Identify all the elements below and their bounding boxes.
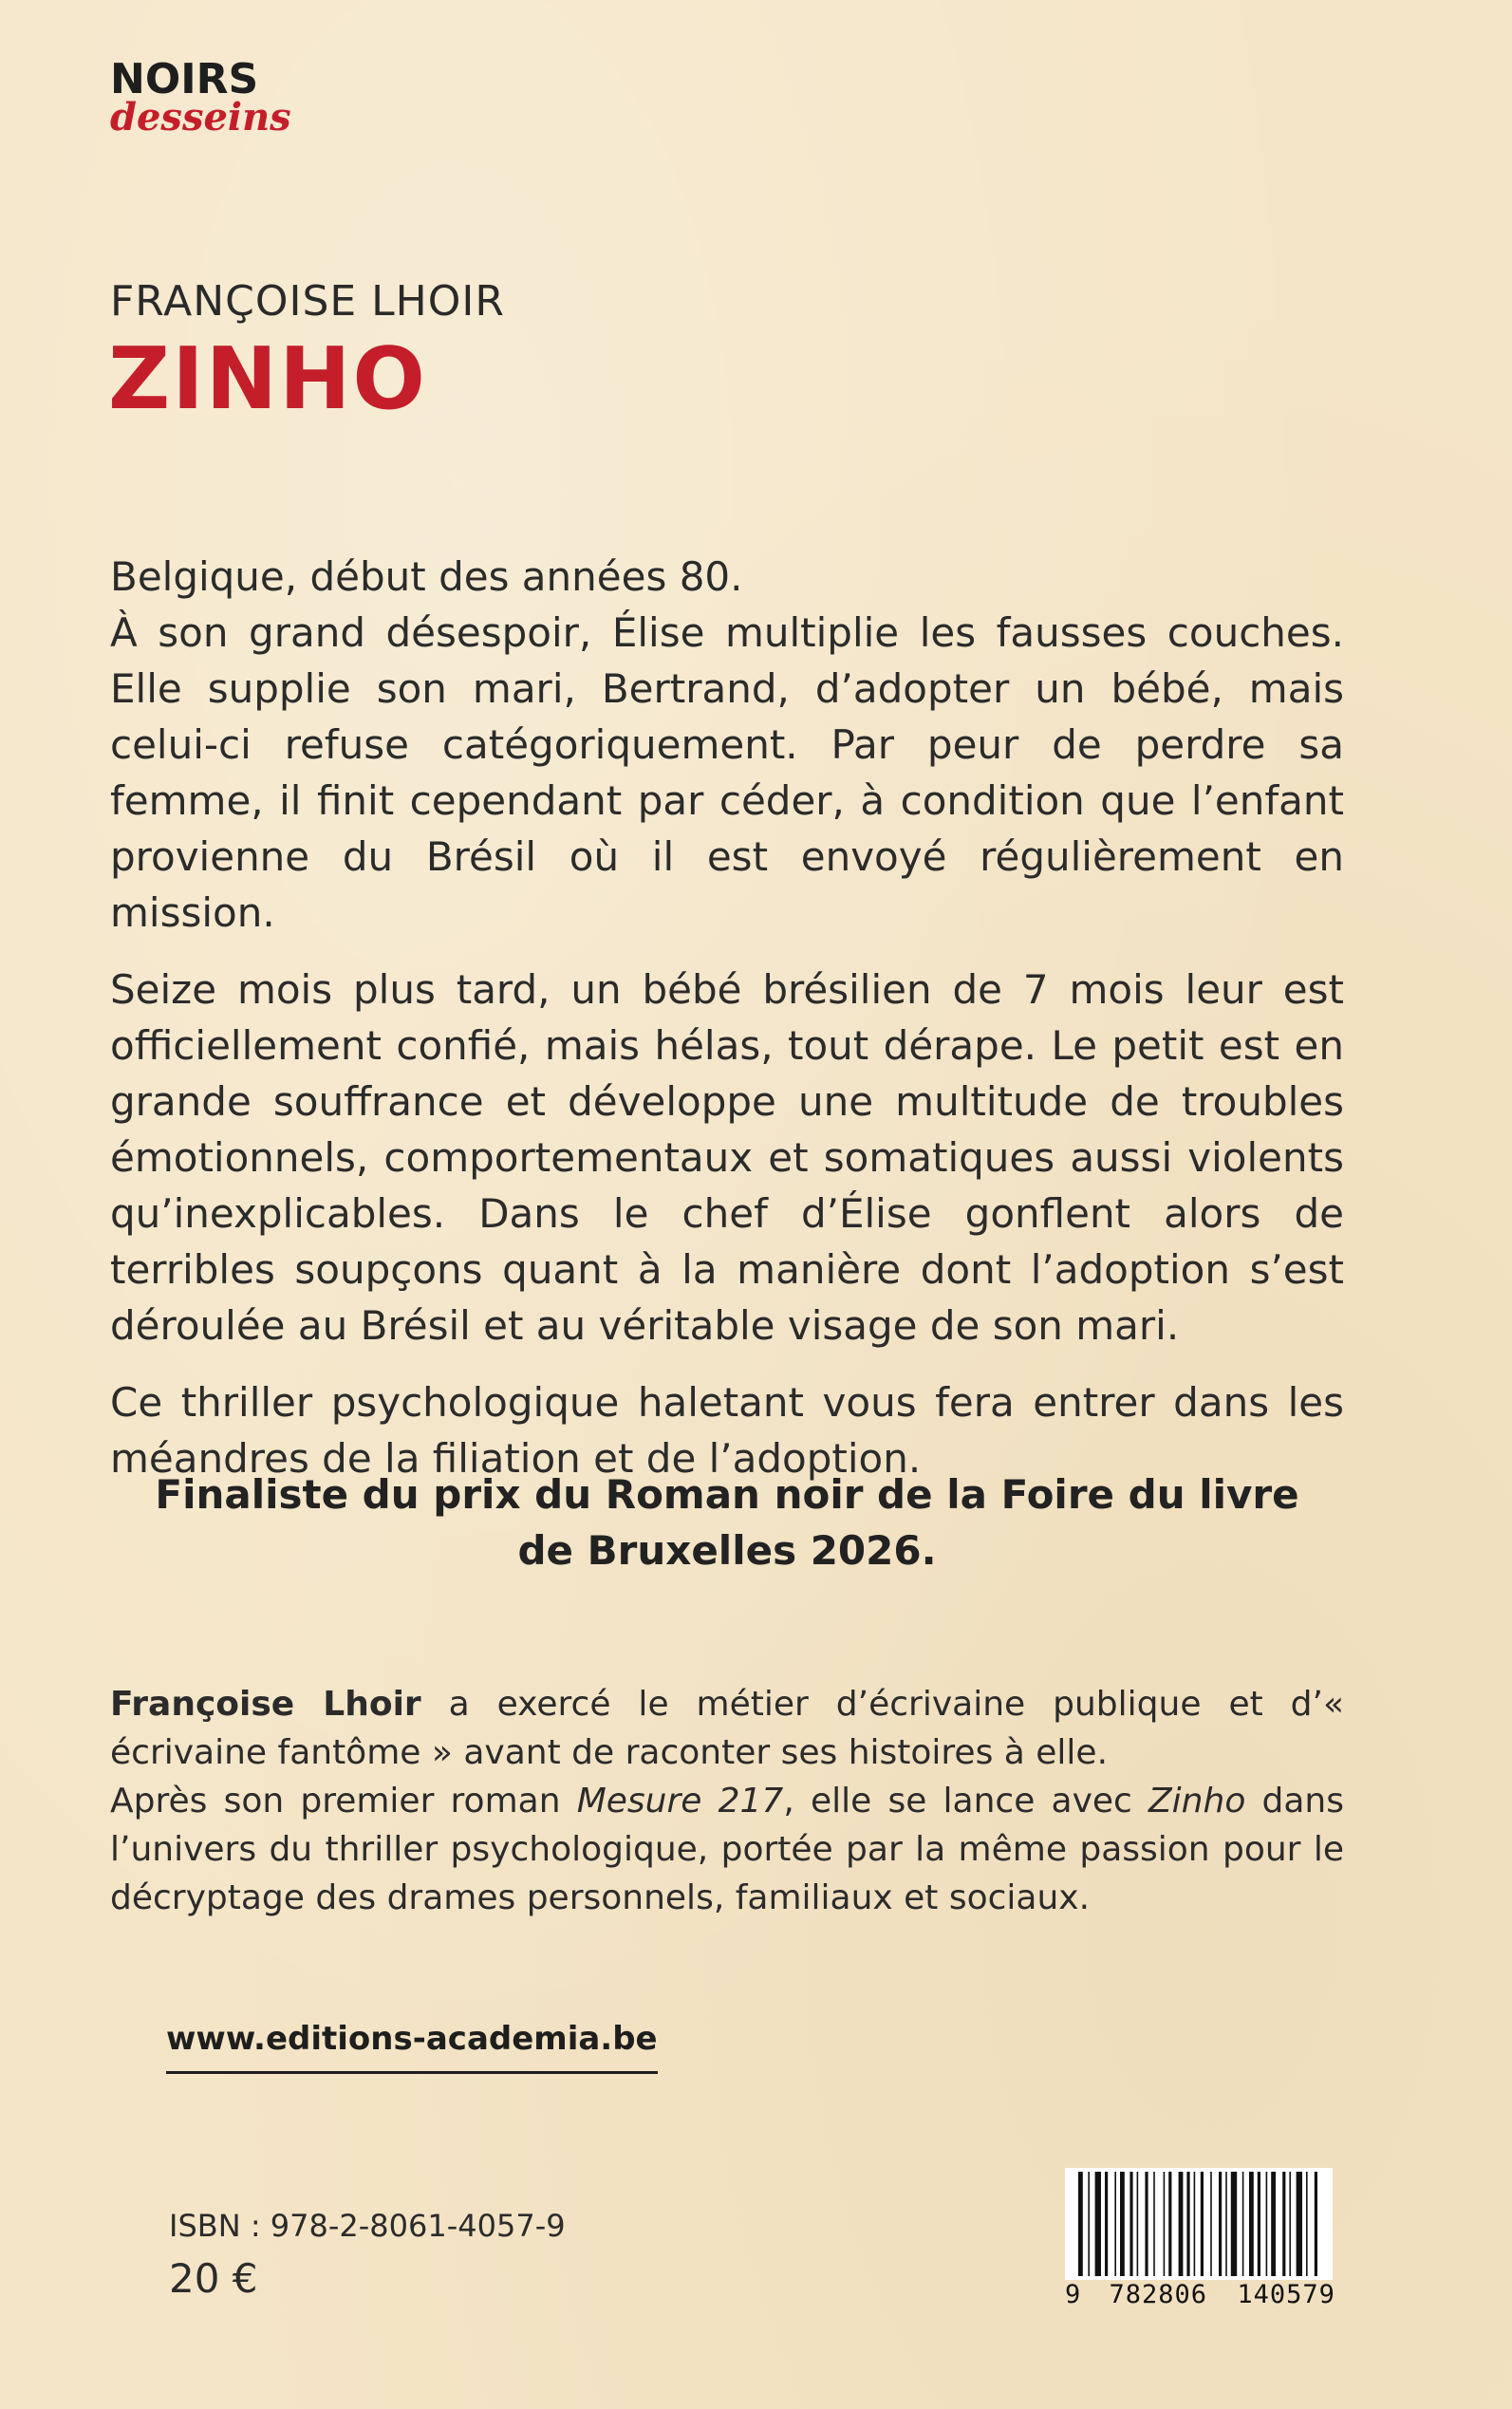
blurb-paragraph-3: Ce thriller psychologique haletant vous fera entrer dans les méandres de la filiation et de l’adoption. [110,1379,1344,1482]
bio-text-1: a exercé le métier d’écrivaine publique et d’« écrivaine fantôme » avant de raconter ses histoires à elle. [110,1685,1344,1772]
bio-text-2c: dans l’univers du thriller psychologique, portée par la même passion pour le décryptage des drames personnels, familiaux et sociaux. [110,1782,1345,1917]
barcode-digits [1065,2280,1333,2309]
book-title: ZINHO [108,329,427,429]
bio-paragraph-2 [110,1777,1344,1922]
bio-text-2a: Après son premier roman [110,1782,577,1821]
bio-book-2: Zinho [1148,1782,1246,1821]
price: 20 € [169,2255,258,2302]
barcode-bars [1065,2168,1333,2280]
author-bio [110,1680,1344,1922]
barcode-left-digits: 782806 [1109,2280,1208,2309]
award-mention [110,1466,1344,1578]
publisher-website-link[interactable]: www.editions-academia.be [166,2020,658,2074]
blurb-lead: Belgique, début des années 80. [110,553,743,600]
bio-book-1: Mesure 217 [576,1782,784,1821]
logo-line-noirs: NOIRS [110,55,259,103]
publisher-logo [110,55,291,140]
blurb-paragraph-1: À son grand désespoir, Élise multiplie les fausses couches. Elle supplie son mari, Bertrand, d’adopter un bébé, mais celui-ci refuse catégoriquement. Par peur de perdre sa femme, il finit cependant par céder, à condition que l’enfant provienne du Brésil où il est envoyé régulièrement en mission. [110,609,1344,936]
award-line-1: Finaliste du prix du Roman noir de la Foire du livre [155,1471,1299,1518]
isbn-number: ISBN : 978-2-8061-4057-9 [169,2208,566,2244]
barcode-lead-digit: 9 [1065,2280,1082,2309]
logo-line-desseins: desseins [110,95,291,140]
bio-paragraph-1 [110,1680,1344,1777]
author-name: FRANÇOISE LHOIR [110,277,505,326]
bio-text-2b: , elle se lance avec [783,1782,1149,1821]
blurb-paragraph-2: Seize mois plus tard, un bébé brésilien de 7 mois leur est officiellement confié, mais hélas, tout dérape. Le petit est en grande souffrance et développe une multitude de troubles émotionnels, comportementaux et somatiques aussi violents qu’inexplicables. Dans le chef d’Élise gonflent alors de terribles soupçons quant à la manière dont l’adoption s’est déroulée au Brésil et au véritable visage de son mari. [110,966,1344,1349]
bio-author-name: Françoise Lhoir [110,1685,421,1724]
book-blurb [110,549,1344,1507]
isbn-barcode [1065,2168,1333,2312]
barcode-right-digits: 140579 [1237,2280,1335,2309]
award-line-2: de Bruxelles 2026. [517,1527,937,1574]
